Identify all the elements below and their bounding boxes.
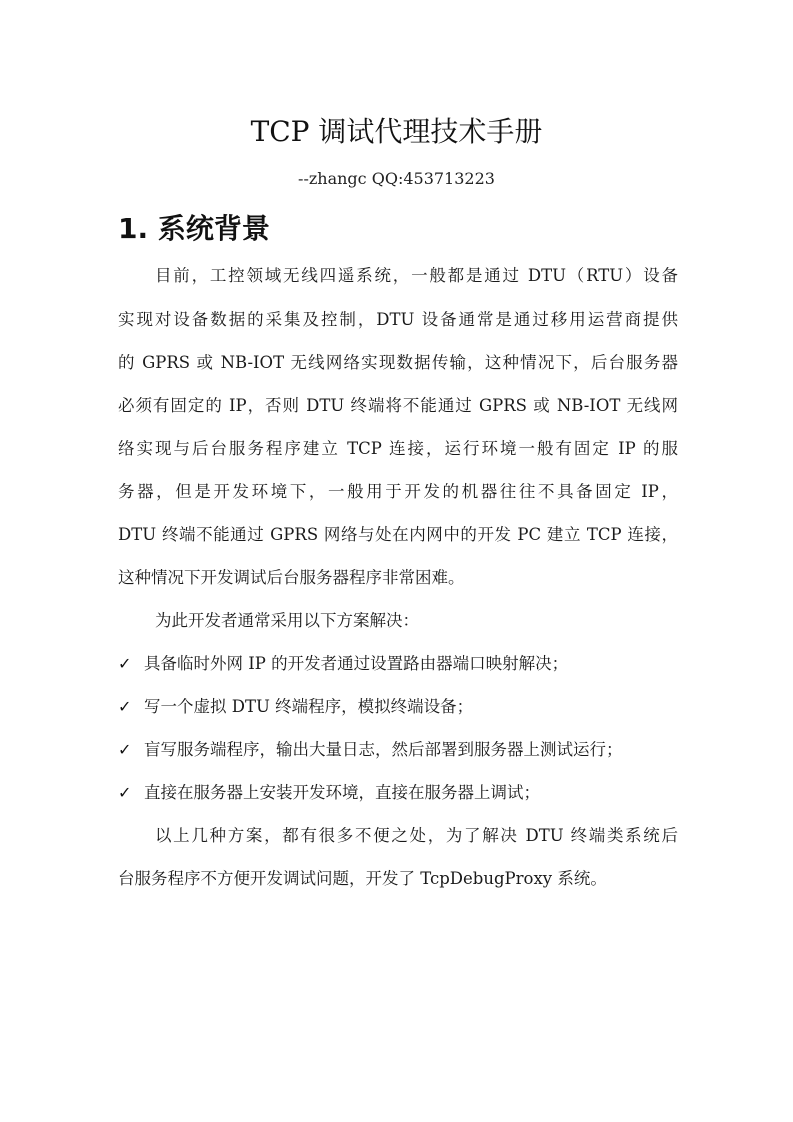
section-heading: 1. 系统背景 [118,212,270,245]
document-title: TCP 调试代理技术手册 [250,115,543,148]
paragraph-line: 这种情况下开发调试后台服务器程序非常困难。 [118,568,465,587]
bullet-item [118,652,678,676]
bullet-text: 具备临时外网 IP 的开发者通过设置路由器端口映射解决； [144,654,569,673]
bullet-text: 直接在服务器上安装开发环境，直接在服务器上调试； [144,783,540,802]
paragraph-line: 以上几种方案，都有很多不便之处，为了解决 DTU 终端类系统后 [155,826,678,845]
paragraph-line: 的 GPRS 或 NB-IOT 无线网络实现数据传输，这种情况下，后台服务器 [118,353,678,372]
bullet-item [118,738,678,762]
checkmark-icon: ✓ [118,783,132,802]
paragraph-line: 目前，工控领域无线四遥系统，一般都是通过 DTU（RTU）设备 [155,266,678,285]
bullet-text: 写一个虚拟 DTU 终端程序，模拟终端设备； [144,697,474,716]
paragraph-line: 必须有固定的 IP，否则 DTU 终端将不能通过 GPRS 或 NB-IOT 无线网 [118,396,678,415]
checkmark-icon: ✓ [118,740,132,759]
bullet-item [118,695,678,719]
paragraph-line: 实现对设备数据的采集及控制，DTU 设备通常是通过移用运营商提供 [118,310,678,329]
paragraph-line: 台服务程序不方便开发调试问题，开发了 TcpDebugProxy 系统。 [118,869,607,888]
bullet-item [118,781,678,805]
bullet-text: 盲写服务端程序，输出大量日志，然后部署到服务器上测试运行； [144,740,623,759]
checkmark-icon: ✓ [118,697,132,716]
paragraph-intro: 为此开发者通常采用以下方案解决： [155,611,419,630]
paragraph-line: 务器，但是开发环境下，一般用于开发的机器往往不具备固定 IP， [118,482,678,501]
paragraph-line: 络实现与后台服务程序建立 TCP 连接，运行环境一般有固定 IP 的服 [118,439,678,458]
paragraph-line: DTU 终端不能通过 GPRS 网络与处在内网中的开发 PC 建立 TCP 连接， [118,525,678,544]
checkmark-icon: ✓ [118,654,132,673]
author-line: --zhangc QQ:453713223 [298,169,495,188]
